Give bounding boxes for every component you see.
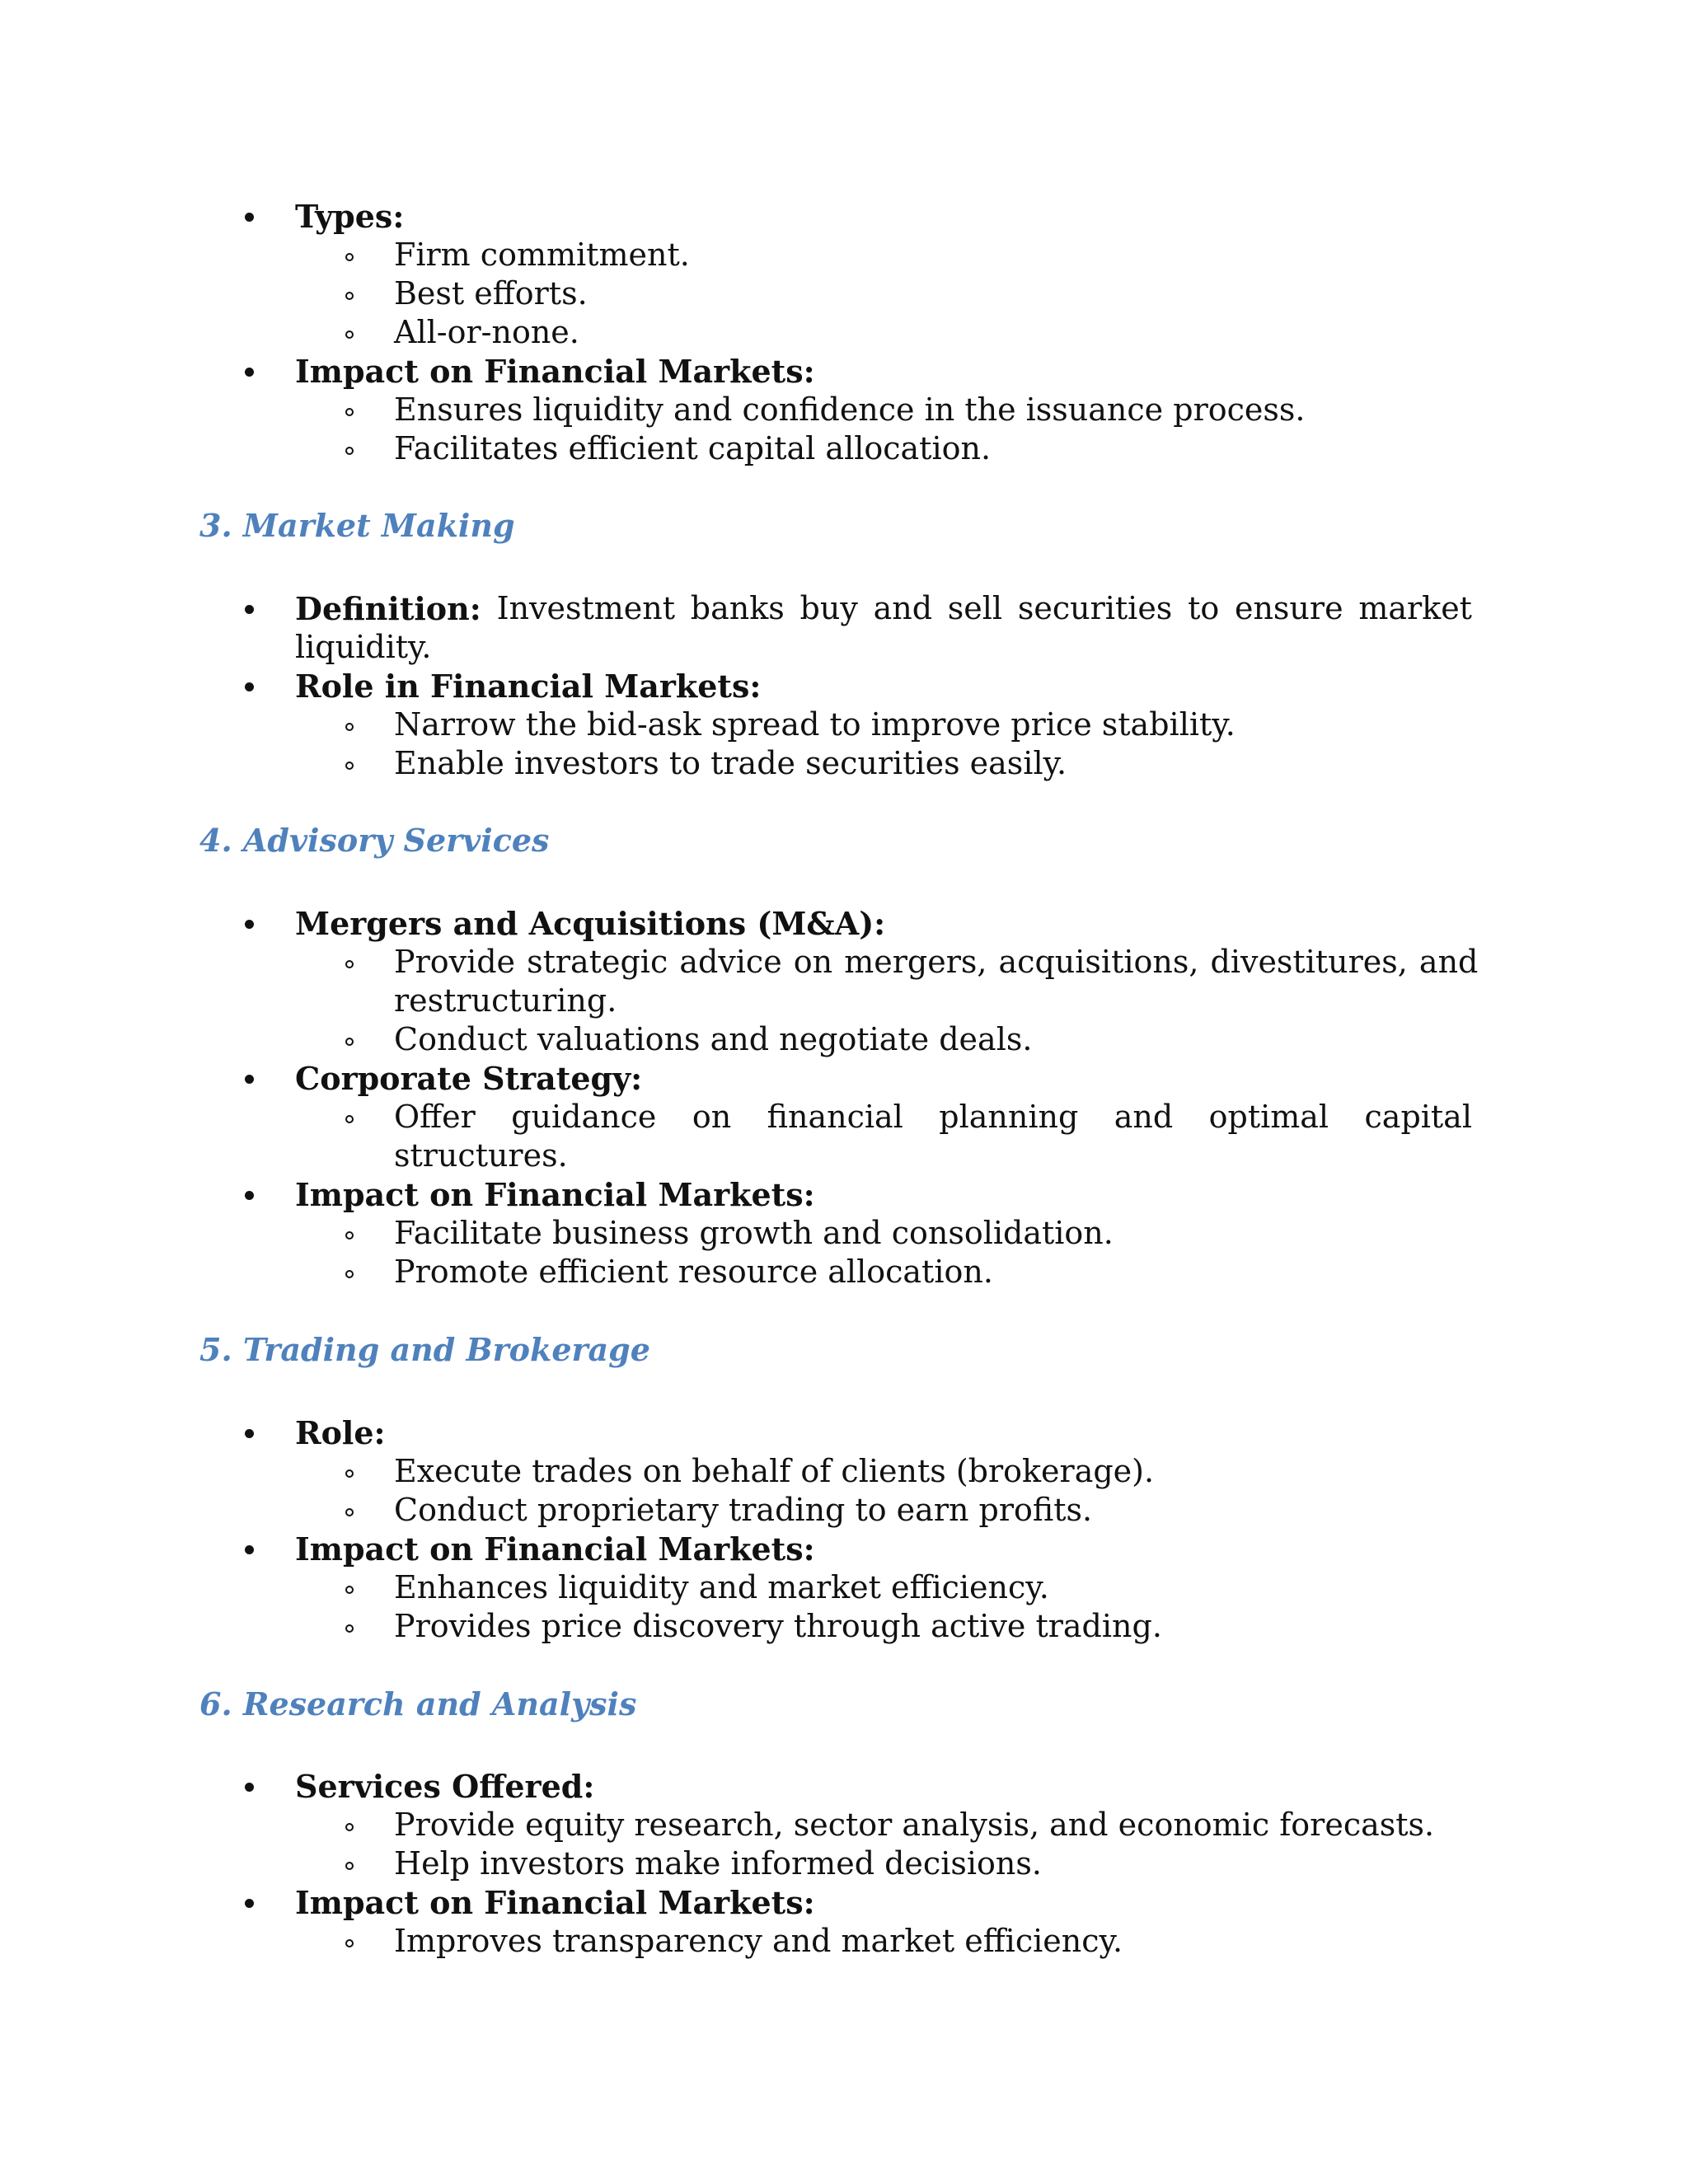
services-label: Services Offered: — [295, 1768, 595, 1805]
bullet-icon — [242, 1059, 259, 1098]
role-label: Role: — [295, 1414, 386, 1451]
word: Investment — [496, 590, 676, 626]
list-item: Enable investors to trade securities easily. — [394, 745, 1067, 781]
sub-bullet-icon — [343, 1491, 361, 1530]
word: planning — [939, 1099, 1079, 1135]
list-item: Conduct proprietary trading to earn profits. — [394, 1492, 1093, 1528]
sub-bullet-icon — [343, 1607, 361, 1646]
word: banks — [690, 590, 785, 626]
list-item: Firm commitment. — [394, 237, 690, 273]
ma-label: Mergers and Acquisitions (M&A): — [295, 905, 886, 942]
list-item: Help investors make informed decisions. — [394, 1845, 1042, 1882]
list-item: Narrow the bid-ask spread to improve price stability. — [394, 706, 1236, 743]
impact-label: Impact on Financial Markets: — [295, 1884, 815, 1921]
sub-bullet-icon — [343, 744, 361, 783]
sub-bullet-icon — [343, 1922, 361, 1961]
bullet-icon — [242, 1530, 259, 1568]
sub-bullet-icon — [343, 313, 361, 352]
list-item: Execute trades on behalf of clients (brokerage). — [394, 1453, 1155, 1489]
sub-bullet-icon — [343, 1844, 361, 1883]
word: on — [692, 1099, 732, 1135]
word: buy — [799, 590, 858, 626]
list-item: Provide strategic advice on mergers, acquisitions, divestitures, and — [394, 944, 1479, 980]
definition-label: Definition: — [295, 590, 481, 627]
list-item — [394, 1098, 1472, 1137]
list-item: Provide equity research, sector analysis, and economic forecasts. — [394, 1807, 1435, 1843]
word: and — [1114, 1099, 1174, 1135]
role-label: Role in Financial Markets: — [295, 668, 762, 705]
types-label: Types: — [295, 198, 405, 235]
list-item: Conduct valuations and negotiate deals. — [394, 1021, 1033, 1057]
bullet-icon — [242, 1767, 259, 1806]
bullet-icon — [242, 667, 259, 705]
list-item: Best efforts. — [394, 275, 588, 312]
list-item: Facilitates efficient capital allocation. — [394, 430, 992, 466]
bullet-icon — [242, 1413, 259, 1452]
sub-bullet-icon — [343, 236, 361, 274]
bullet-icon — [242, 352, 259, 391]
sub-bullet-icon — [343, 1020, 361, 1059]
definition-line — [295, 589, 1472, 628]
list-item: Promote efficient resource allocation. — [394, 1254, 993, 1290]
bullet-icon — [242, 904, 259, 943]
impact-label: Impact on Financial Markets: — [295, 1176, 815, 1213]
sub-bullet-icon — [343, 274, 361, 313]
word: and — [873, 590, 933, 626]
corporate-strategy-label: Corporate Strategy: — [295, 1060, 643, 1097]
word: ensure — [1234, 590, 1343, 626]
impact-label: Impact on Financial Markets: — [295, 1530, 815, 1568]
list-item: All-or-none. — [394, 314, 579, 350]
section-heading: 5. Trading and Brokerage — [199, 1331, 650, 1368]
definition-continuation: liquidity. — [295, 629, 432, 665]
word: financial — [767, 1099, 903, 1135]
list-item: Improves transparency and market efficiency. — [394, 1923, 1123, 1959]
section-heading: 6. Research and Analysis — [199, 1685, 637, 1722]
bullet-icon — [242, 197, 259, 236]
sub-bullet-icon — [343, 1098, 361, 1137]
list-item: Facilitate business growth and consolidation. — [394, 1215, 1114, 1251]
bullet-icon — [242, 589, 259, 628]
sub-bullet-icon — [343, 1253, 361, 1291]
word: securities — [1017, 590, 1173, 626]
word: Offer — [394, 1099, 476, 1135]
impact-label: Impact on Financial Markets: — [295, 353, 815, 390]
word: sell — [947, 590, 1003, 626]
list-item: Provides price discovery through active trading. — [394, 1608, 1162, 1644]
word: optimal — [1208, 1099, 1329, 1135]
word: to — [1188, 590, 1220, 626]
bullet-icon — [242, 1175, 259, 1214]
list-item: Enhances liquidity and market efficiency. — [394, 1569, 1049, 1605]
word: guidance — [511, 1099, 657, 1135]
section-heading: 4. Advisory Services — [199, 822, 550, 859]
sub-bullet-icon — [343, 1806, 361, 1844]
word: capital — [1364, 1099, 1472, 1135]
section-heading: 3. Market Making — [199, 507, 515, 544]
list-item-continuation: structures. — [394, 1137, 568, 1174]
sub-bullet-icon — [343, 1452, 361, 1491]
sub-bullet-icon — [343, 391, 361, 429]
list-item-continuation: restructuring. — [394, 982, 617, 1019]
word: market — [1358, 590, 1472, 626]
sub-bullet-icon — [343, 1214, 361, 1253]
sub-bullet-icon — [343, 429, 361, 468]
bullet-icon — [242, 1883, 259, 1922]
sub-bullet-icon — [343, 1568, 361, 1607]
sub-bullet-icon — [343, 705, 361, 744]
sub-bullet-icon — [343, 943, 361, 982]
list-item: Ensures liquidity and confidence in the issuance process. — [394, 391, 1306, 428]
